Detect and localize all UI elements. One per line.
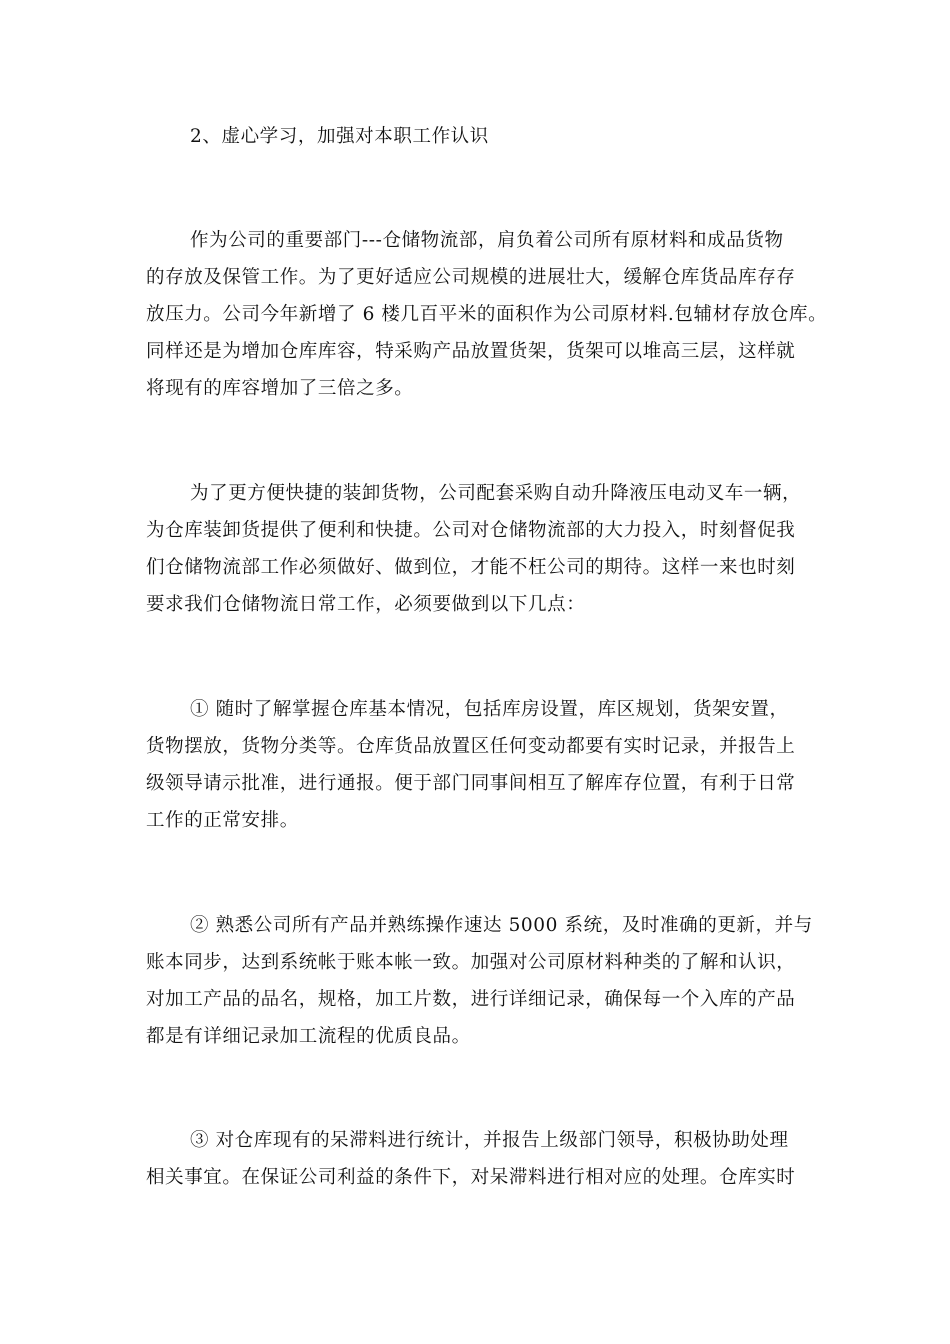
paragraph-line: 账本同步，达到系统帐于账本帐一致。加强对公司原材料种类的了解和认识，: [146, 952, 796, 973]
paragraph-line: 为仓库装卸货提供了便利和快捷。公司对仓储物流部的大力投入，时刻督促我: [146, 520, 796, 541]
paragraph-line: 要求我们仓储物流日常工作，必须要做到以下几点：: [146, 594, 586, 615]
paragraph-line: ② 熟悉公司所有产品并熟练操作速达 5000 系统，及时准确的更新，并与: [190, 915, 813, 936]
paragraph-line: 级领导请示批准，进行通报。便于部门同事间相互了解库存位置，有利于日常: [146, 773, 796, 794]
paragraph-line: 同样还是为增加仓库库容，特采购产品放置货架，货架可以堆高三层，这样就: [146, 341, 796, 362]
paragraph-line: 们仓储物流部工作必须做好、做到位，才能不枉公司的期待。这样一来也时刻: [146, 557, 796, 578]
paragraph-line: ③ 对仓库现有的呆滞料进行统计，并报告上级部门领导，积极协助处理: [190, 1130, 789, 1151]
paragraph-line: ① 随时了解掌握仓库基本情况，包括库房设置，库区规划，货架安置，: [190, 699, 789, 720]
paragraph-line: 将现有的库容增加了三倍之多。: [146, 378, 414, 399]
paragraph-line: 放压力。公司今年新增了 6 楼几百平米的面积作为公司原材料.包辅材存放仓库。: [146, 304, 828, 325]
paragraph-line: 的存放及保管工作。为了更好适应公司规模的进展壮大，缓解仓库货品库存存: [146, 267, 796, 288]
paragraph-line: 相关事宜。在保证公司利益的条件下，对呆滞料进行相对应的处理。仓库实时: [146, 1167, 796, 1188]
paragraph-line: 对加工产品的品名，规格，加工片数，进行详细记录，确保每一个入库的产品: [146, 989, 796, 1010]
paragraph-line: 作为公司的重要部门---仓储物流部，肩负着公司所有原材料和成品货物: [190, 230, 784, 251]
paragraph-line: 货物摆放，货物分类等。仓库货品放置区任何变动都要有实时记录，并报告上: [146, 736, 796, 757]
paragraph-line: 都是有详细记录加工流程的优质良品。: [146, 1026, 471, 1047]
paragraph-line: 工作的正常安排。: [146, 810, 299, 831]
section-heading: 2、虚心学习，加强对本职工作认识: [190, 126, 489, 147]
paragraph-line: 为了更方便快捷的装卸货物，公司配套采购自动升降液压电动叉车一辆，: [190, 483, 802, 504]
